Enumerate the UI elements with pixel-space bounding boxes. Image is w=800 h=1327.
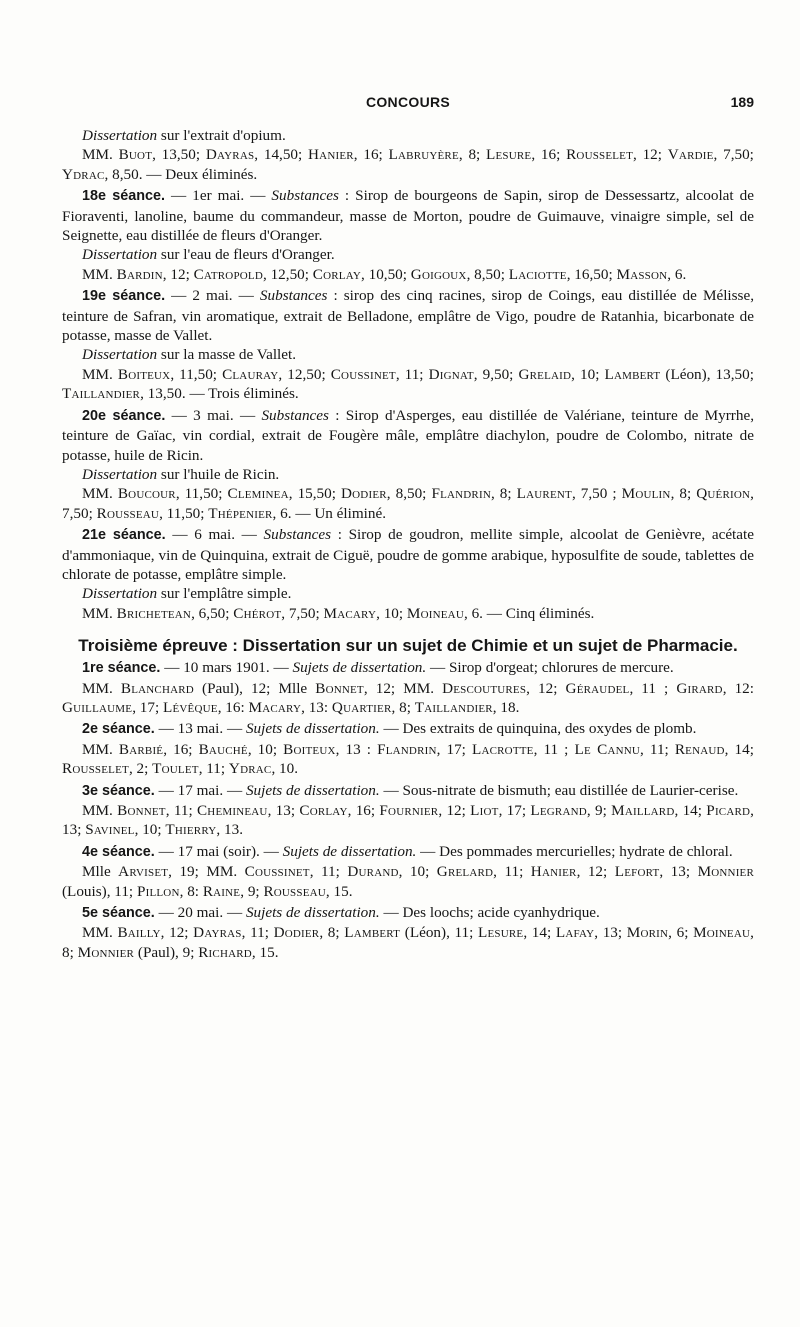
seance-paragraph: 3e séance. — 17 mai. — Sujets de dissertation. — Sous-nitrate de bismuth; eau distillée de Laurier-cerise. [82, 781, 739, 799]
candidates-scores: MM. Boucour, 11,50; Cleminea, 15,50; Dodier, 8,50; Flandrin, 8; Laurent, 7,50 ; Moulin, 8; Quérion, 7,50; Rousseau, 11,50; Thépenier, 6. — Un éliminé. [62, 485, 754, 522]
seance-paragraph: 18e séance. — 1er mai. — Substances : Sirop de bourgeons de Sapin, sirop de Dessessartz, alcoolat de Fioraventi, lanoline, baume du commandeur, masse de Morton, poudre de Guimauve, vinaigre simple, sel de Seignette, eau distillée de fleurs d'Oranger. [62, 187, 754, 245]
seance-paragraph: 19e séance. — 2 mai. — Substances : sirop des cinq racines, sirop de Coings, eau distillée de Mélisse, teinture de Safran, vin aromatique, extrait de Belladone, emplâtre de Vigo, poudre de Ratanhia, bicarbonate de potasse, masse de Vallet. [62, 287, 754, 345]
running-title: CONCOURS [365, 94, 451, 110]
candidates-scores: MM. Blanchard (Paul), 12; Mlle Bonnet, 12; MM. Descoutures, 12; Géraudel, 11 ; Girard, 12: Guillaume, 17; Lévêque, 16: Macary, 13: Quartier, 8; Taillandier, 18. [62, 679, 754, 716]
candidates-scores: MM. Buot, 13,50; Dayras, 14,50; Hanier, 16; Labruyère, 8; Lesure, 16; Rousselet, 12; Vardie, 7,50; Ydrac, 8,50. — Deux éliminés. [62, 146, 754, 183]
candidates-scores: MM. Bailly, 12; Dayras, 11; Dodier, 8; Lambert (Léon), 11; Lesure, 14; Lafay, 13; Morin, 6; Moineau, 8; Monnier (Paul), 9; Richard, 15. [62, 924, 754, 961]
candidates-scores: MM. Bonnet, 11; Chemineau, 13; Corlay, 16; Fournier, 12; Liot, 17; Legrand, 9; Maillard, 14; Picard, 13; Savinel, 10; Thierry, 13. [62, 802, 754, 839]
candidates-scores: MM. Barbié, 16; Bauché, 10; Boiteux, 13 : Flandrin, 17; Lacrotte, 11 ; Le Cannu, 11; Renaud, 14; Rousselet, 2; Toulet, 11; Ydrac, 10. [62, 740, 754, 778]
dissertation-line: Dissertation sur l'eau de fleurs d'Oranger. [82, 246, 335, 264]
dissertation-line: Dissertation sur la masse de Vallet. [82, 346, 297, 364]
seance-paragraph: 2e séance. — 13 mai. — Sujets de dissertation. — Des extraits de quinquina, des oxydes de plomb. [82, 720, 697, 738]
dissertation-line: Dissertation sur l'extrait d'opium. [82, 127, 286, 144]
page-number: 189 [730, 94, 754, 110]
seance-paragraph: 1re séance. — 10 mars 1901. — Sujets de dissertation. — Sirop d'orgeat; chlorures de mercure. [82, 659, 674, 677]
dissertation-line: Dissertation sur l'emplâtre simple. [82, 585, 292, 603]
candidates-scores: MM. Boiteux, 11,50; Clauray, 12,50; Coussinet, 11; Dignat, 9,50; Grelaid, 10; Lambert (Léon), 13,50; Taillandier, 13,50. — Trois éliminés. [62, 365, 754, 403]
section-title: Troisième épreuve : Dissertation sur un sujet de Chimie et un sujet de Pharmacie. [78, 636, 738, 656]
candidates-scores: MM. Brichetean, 6,50; Chérot, 7,50; Macary, 10; Moineau, 6. — Cinq éliminés. [82, 604, 595, 622]
seance-paragraph: 20e séance. — 3 mai. — Substances : Sirop d'Asperges, eau distillée de Valériane, teinture de Myrrhe, teinture de Gaïac, vin cordial, extrait de Fougère mâle, emplâtre diachylon, poudre de Colombo, nitrate de potasse, huile de Ricin. [62, 406, 754, 464]
seance-paragraph: 5e séance. — 20 mai. — Sujets de dissertation. — Des loochs; acide cyanhydrique. [82, 904, 600, 922]
seance-paragraph: 4e séance. — 17 mai (soir). — Sujets de dissertation. — Des pommades mercurielles; hydrate de chloral. [82, 842, 733, 860]
dissertation-line: Dissertation sur l'huile de Ricin. [82, 465, 280, 483]
candidates-scores: MM. Bardin, 12; Catropold, 12,50; Corlay, 10,50; Goigoux, 8,50; Laciotte, 16,50; Masson, 6. [82, 265, 687, 283]
candidates-scores: Mlle Arviset, 19; MM. Coussinet, 11; Durand, 10; Grelard, 11; Hanier, 12; Lefort, 13; Monnier (Louis), 11; Pillon, 8: Raine, 9; Rousseau, 15. [62, 863, 755, 900]
page-header [62, 94, 754, 116]
seance-paragraph: 21e séance. — 6 mai. — Substances : Sirop de goudron, mellite simple, alcoolat de Genièvre, acétate d'ammoniaque, vin de Quinquina, extrait de Ciguë, poudre de gomme arabique, hyposulfite de soude, tablettes de chlorate de potasse, emplâtre simple. [62, 526, 754, 583]
document-body [62, 126, 754, 962]
